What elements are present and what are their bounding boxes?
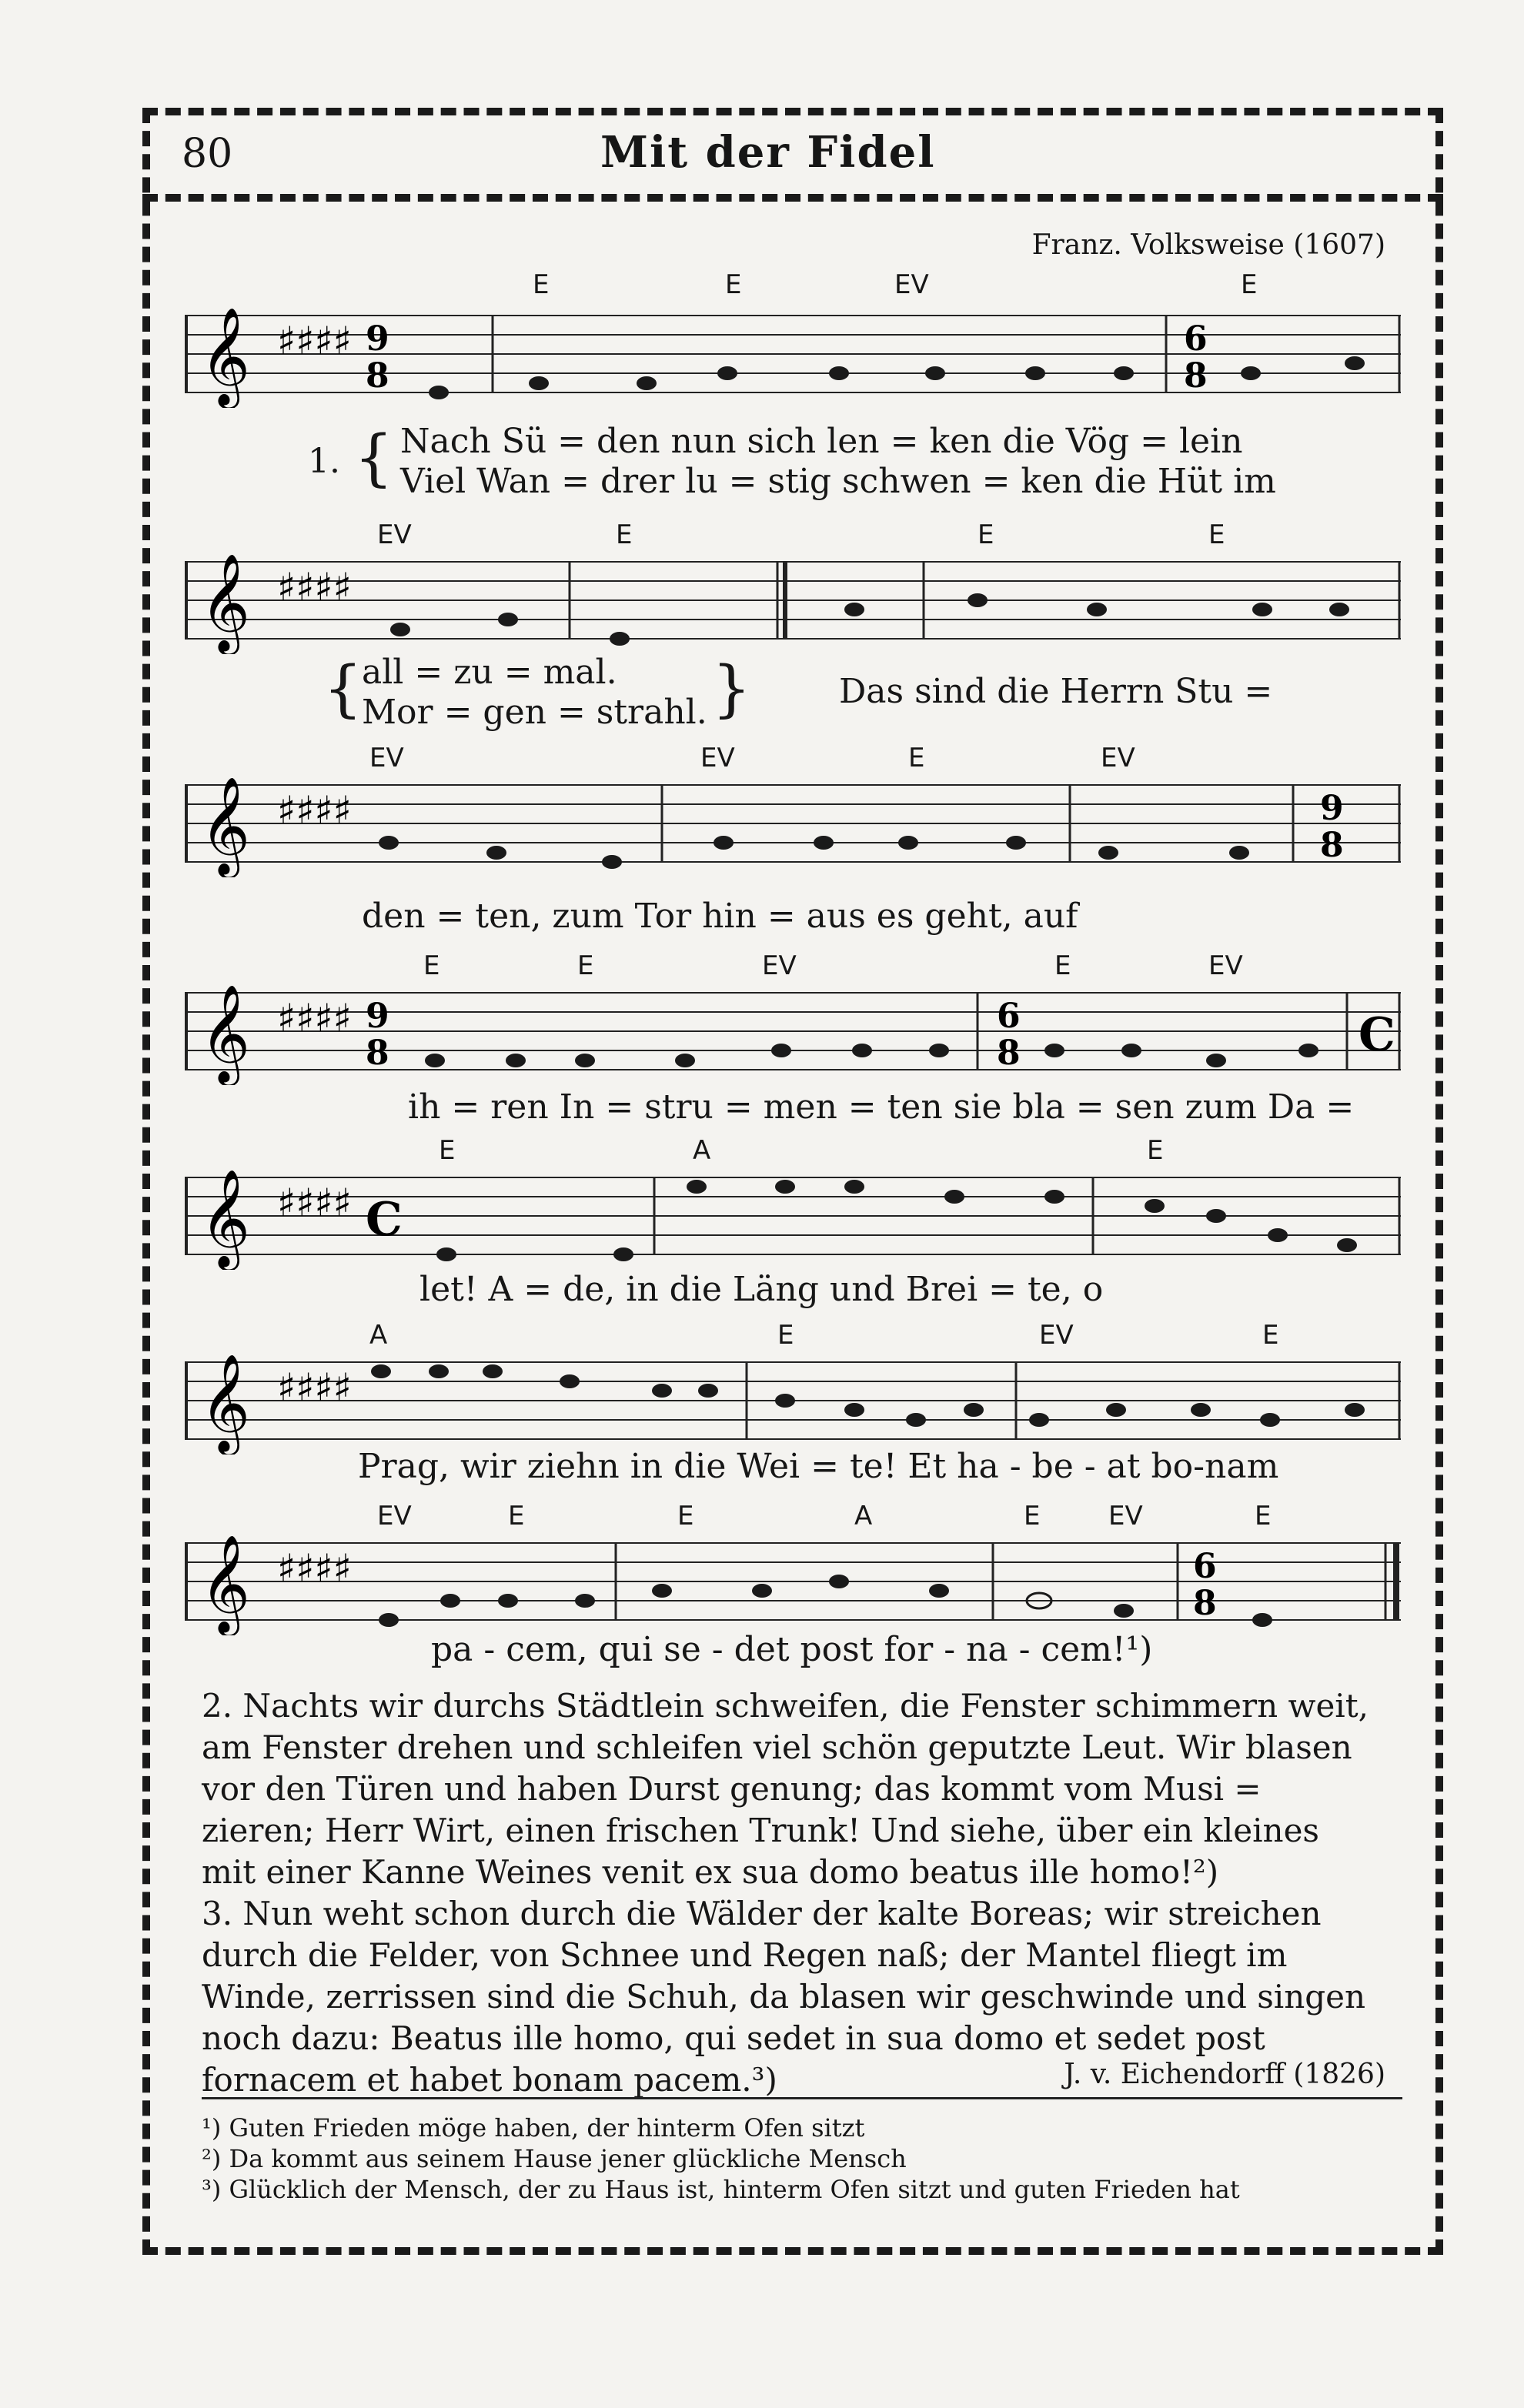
running-title: Mit der Fidel (600, 127, 936, 178)
svg-text:6: 6 (1193, 1547, 1217, 1586)
chord: A (693, 1135, 711, 1166)
svg-text:♯♯♯♯: ♯♯♯♯ (277, 1181, 352, 1225)
chord-row-7 (185, 1501, 1401, 1531)
footnote-rule (202, 2097, 1402, 2099)
chord: E (1054, 950, 1071, 981)
chord: E (1262, 1320, 1279, 1351)
footnote: ¹) Guten Frieden möge haben, der hinterm Ofen sitzt (202, 2113, 865, 2142)
svg-text:♯♯♯♯: ♯♯♯♯ (277, 565, 352, 610)
svg-text:6: 6 (1184, 319, 1208, 359)
chord-row-6 (185, 1320, 1401, 1351)
lyric-line: let! A = de, in die Läng und Brei = te, o (419, 1270, 1104, 1309)
lyric-line: Mor = gen = strahl. (362, 693, 707, 732)
footnote: ³) Glücklich der Mensch, der zu Haus ist, hinterm Ofen sitzt und guten Frieden hat (202, 2175, 1240, 2204)
chord-row-4 (185, 950, 1401, 981)
chord-row-2 (185, 519, 1401, 550)
music-staff-1 (185, 308, 1401, 408)
svg-text:♯♯♯♯: ♯♯♯♯ (277, 319, 352, 363)
svg-text:𝄞: 𝄞 (200, 777, 251, 874)
brace: { (323, 653, 363, 724)
verse-line: 2. Nachts wir durchs Städtlein schweifen, die Fenster schimmern weit, (202, 1687, 1369, 1725)
svg-text:𝄞: 𝄞 (200, 985, 251, 1082)
chord: E (1241, 269, 1258, 300)
svg-text:C: C (366, 1193, 403, 1247)
svg-text:8: 8 (1320, 826, 1344, 865)
chord-row-3 (185, 743, 1401, 773)
footnote: ²) Da kommt aus seinem Hause jener glückliche Mensch (202, 2144, 907, 2173)
brace: } (712, 653, 751, 724)
page-number: 80 (182, 131, 233, 177)
brace: { (354, 422, 393, 493)
music-staff-5 (185, 1170, 1401, 1270)
chord-row-1 (185, 269, 1401, 300)
verse-2 (202, 1685, 1418, 1893)
chord: E (1147, 1135, 1164, 1166)
svg-text:𝄞: 𝄞 (200, 1170, 251, 1267)
chord: EV (894, 269, 929, 300)
chord: E (777, 1320, 794, 1351)
lyric-line: ih = ren In = stru = men = ten sie bla = sen zum Da = (408, 1087, 1355, 1127)
verse-line: noch dazu: Beatus ille homo, qui sedet in sua domo et sedet post (202, 2019, 1265, 2057)
chord: EV (369, 743, 404, 773)
music-staff-4 (185, 985, 1401, 1085)
music-staff-6 (185, 1354, 1401, 1454)
svg-text:9: 9 (366, 319, 389, 359)
verse-line: 3. Nun weht schon durch die Wälder der kalte Boreas; wir streichen (202, 1895, 1322, 1932)
svg-text:6: 6 (997, 997, 1021, 1036)
svg-text:9: 9 (1320, 789, 1344, 828)
music-staff-2 (185, 554, 1401, 654)
svg-text:8: 8 (1193, 1584, 1217, 1623)
verse-line: am Fenster drehen und schleifen viel schön geputzte Leut. Wir blasen (202, 1728, 1352, 1766)
svg-text:9: 9 (366, 997, 389, 1036)
verse-line: zieren; Herr Wirt, einen frischen Trunk! Und siehe, über ein kleines (202, 1812, 1319, 1849)
svg-text:𝄞: 𝄞 (200, 1535, 251, 1632)
text-author: J. v. Eichendorff (1826) (1064, 2059, 1385, 2090)
chord: EV (377, 519, 412, 550)
chord: EV (1101, 743, 1135, 773)
chord: E (1024, 1501, 1041, 1531)
svg-text:𝄞: 𝄞 (200, 1354, 251, 1451)
chord: A (854, 1501, 873, 1531)
chord: E (677, 1501, 694, 1531)
chord: EV (700, 743, 735, 773)
verse-line: fornacem et habet bonam pacem.³) (202, 2061, 777, 2099)
verse-line: vor den Türen und haben Durst genung; das kommt vom Musi = (202, 1770, 1262, 1808)
chord: EV (377, 1501, 412, 1531)
refrain-lyric: Das sind die Herrn Stu = (839, 672, 1273, 711)
chord: E (423, 950, 440, 981)
chord: EV (1208, 950, 1243, 981)
lyric-line: pa - cem, qui se - det post for - na - cem!¹) (431, 1630, 1153, 1669)
lyric-line: Nach Sü = den nun sich len = ken die Vög = lein (400, 422, 1243, 461)
lyric-line: Viel Wan = drer lu = stig schwen = ken die Hüt im (400, 462, 1276, 501)
chord: E (439, 1135, 456, 1166)
chord-row-5 (185, 1135, 1401, 1166)
lyric-line: all = zu = mal. (362, 653, 617, 692)
svg-text:♯♯♯♯: ♯♯♯♯ (277, 1365, 352, 1410)
footnotes (202, 2112, 1402, 2205)
svg-text:8: 8 (366, 356, 389, 396)
svg-text:8: 8 (1184, 356, 1208, 396)
chord: E (725, 269, 742, 300)
chord: E (978, 519, 994, 550)
header-rule (142, 194, 1443, 202)
svg-text:C: C (1359, 1008, 1395, 1062)
verse-line: mit einer Kanne Weines venit ex sua domo beatus ille homo!²) (202, 1853, 1219, 1891)
chord: EV (762, 950, 797, 981)
chord: E (577, 950, 594, 981)
chord: E (616, 519, 633, 550)
chord: E (908, 743, 925, 773)
chord: A (369, 1320, 388, 1351)
svg-text:♯♯♯♯: ♯♯♯♯ (277, 996, 352, 1040)
svg-text:𝄞: 𝄞 (200, 554, 251, 651)
music-staff-3 (185, 777, 1401, 877)
verse-number: 1. (308, 442, 340, 481)
melody-source: Franz. Volksweise (1607) (1031, 229, 1385, 261)
svg-text:𝄞: 𝄞 (200, 308, 251, 405)
svg-text:♯♯♯♯: ♯♯♯♯ (277, 1546, 352, 1591)
chord: E (1208, 519, 1225, 550)
chord: EV (1039, 1320, 1074, 1351)
svg-text:8: 8 (997, 1034, 1021, 1073)
chord: E (1255, 1501, 1272, 1531)
verse-line: durch die Felder, von Schnee und Regen naß; der Mantel fliegt im (202, 1936, 1288, 1974)
lyric-line: den = ten, zum Tor hin = aus es geht, auf (362, 897, 1078, 936)
chord: E (533, 269, 550, 300)
verse-line: Winde, zerrissen sind die Schuh, da blasen wir geschwinde und singen (202, 1978, 1366, 2016)
svg-text:♯♯♯♯: ♯♯♯♯ (277, 788, 352, 833)
lyric-line: Prag, wir ziehn in die Wei = te! Et ha - be - at bo-nam (358, 1447, 1279, 1486)
chord: EV (1108, 1501, 1143, 1531)
chord: E (508, 1501, 525, 1531)
music-staff-7 (185, 1535, 1401, 1635)
svg-text:8: 8 (366, 1034, 389, 1073)
